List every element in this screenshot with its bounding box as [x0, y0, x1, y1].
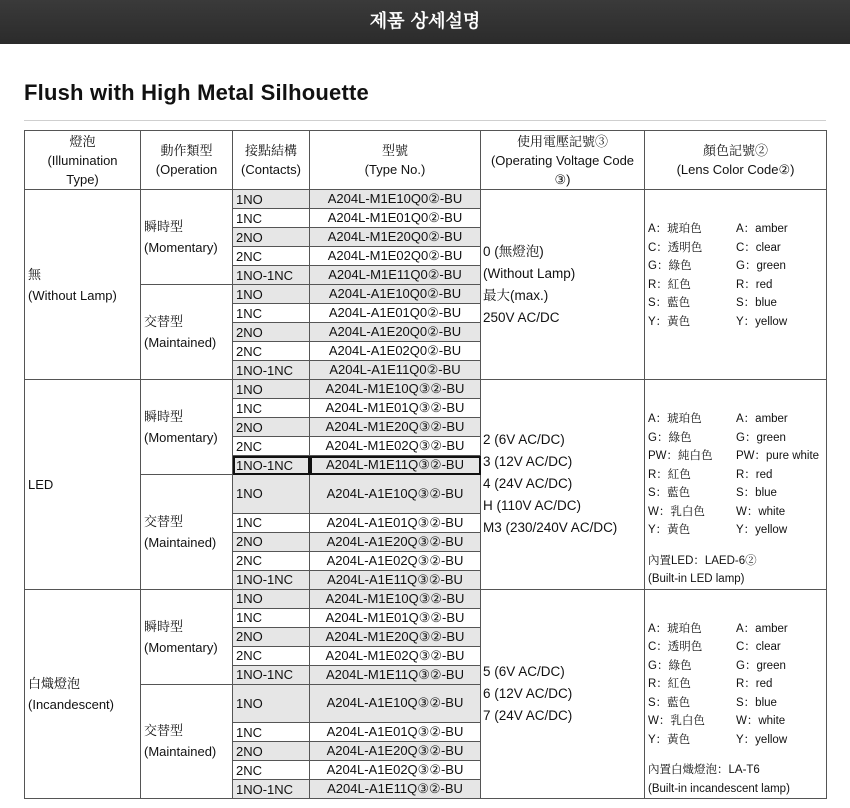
lens-color-cell [645, 380, 827, 590]
contacts-cell: 2NO [233, 418, 310, 437]
model-number-cell: A204L-A1E01Q③②-BU [310, 723, 481, 742]
lamp-type-line: 無 [28, 266, 42, 282]
table-row [25, 589, 827, 608]
lens-color-code-zh: C：透明色 [648, 641, 703, 653]
header-contacts [233, 131, 310, 190]
lens-color-cell [645, 190, 827, 380]
operation-cell [141, 285, 233, 380]
header-contacts-line: 接點結構 [244, 143, 297, 158]
lens-color-row [648, 620, 824, 639]
lens-note-line: 內置白熾燈泡：LA-T6 [648, 764, 760, 776]
lens-color-code-zh: Y：黃色 [648, 733, 691, 746]
operation-cell [141, 190, 233, 285]
model-number-cell: A204L-M1E01Q③②-BU [310, 608, 481, 627]
lens-color-code-en: Y：yellow [736, 524, 788, 536]
operation-line: 交替型 [144, 314, 184, 329]
lens-color-code-zh: C：透明色 [648, 241, 703, 254]
lens-color-code-en: G：green [736, 431, 786, 444]
contacts-cell: 2NC [233, 761, 310, 780]
voltage-line: H (110V AC/DC) [483, 498, 582, 514]
lens-color-row [648, 294, 824, 313]
lens-color-row [648, 521, 824, 540]
model-number-cell: A204L-A1E11Q③②-BU [310, 780, 481, 799]
model-number-cell: A204L-M1E10Q③②-BU [310, 589, 481, 608]
voltage-line: 2 (6V AC/DC) [483, 432, 565, 448]
operation-cell [141, 475, 233, 590]
contacts-cell: 2NC [233, 247, 310, 266]
lens-note [648, 552, 824, 589]
operation-line: 瞬時型 [144, 219, 184, 234]
lens-color-row [648, 466, 824, 485]
contacts-cell: 1NC [233, 399, 310, 418]
operation-cell [141, 684, 233, 799]
header-voltage-line: 使用電壓記號③ [516, 133, 608, 149]
lamp-type-cell [25, 190, 141, 380]
lens-color-code-zh: S：藍色 [648, 297, 691, 309]
voltage-line: 3 (12V AC/DC) [483, 454, 573, 470]
lens-color-row [648, 657, 824, 676]
lens-color-row [648, 429, 824, 448]
lens-color-code-en: S：blue [736, 297, 777, 309]
lens-color-code-en: Y：yellow [736, 733, 788, 746]
header-lamp-line: Type) [66, 171, 99, 187]
contacts-cell: 1NO [233, 475, 310, 514]
lens-color-code-zh: R：紅色 [648, 278, 691, 291]
spec-table [24, 130, 827, 799]
lens-color-code-zh: A：琥珀色 [648, 622, 702, 635]
lens-color-code-en: W：white [736, 505, 786, 518]
lens-color-code-en: G：green [736, 260, 786, 272]
lens-color-code-zh: W：乳白色 [648, 505, 705, 518]
lamp-type-line: 白熾燈泡 [28, 675, 81, 691]
voltage-line: 4 (24V AC/DC) [483, 476, 573, 492]
header-voltage [481, 131, 645, 190]
voltage-line: M3 (230/240V AC/DC) [483, 520, 618, 536]
model-number-cell: A204L-M1E01Q③②-BU [310, 399, 481, 418]
lens-color-row [648, 731, 824, 750]
lens-color-code-en: A：amber [736, 622, 788, 635]
lens-color-code-en: C：clear [736, 641, 781, 653]
lens-color-code-en: G：green [736, 659, 786, 672]
model-number-cell: A204L-A1E20Q0②-BU [310, 323, 481, 342]
contacts-cell: 1NO [233, 190, 310, 209]
section-title: Flush with High Metal Silhouette [24, 80, 369, 105]
operation-line: (Maintained) [144, 744, 217, 760]
lens-color-row [648, 257, 824, 276]
model-number-cell: A204L-M1E10Q③②-BU [310, 380, 481, 399]
voltage-line: 6 (12V AC/DC) [483, 685, 573, 701]
model-number-cell: A204L-A1E11Q0②-BU [310, 361, 481, 380]
model-number-cell: A204L-M1E11Q③②-BU [310, 456, 481, 475]
lens-color-code-zh: R：紅色 [648, 678, 691, 690]
contacts-cell: 1NO [233, 285, 310, 304]
lens-color-code-zh: Y：黃色 [648, 524, 691, 536]
contacts-cell: 1NO-1NC [233, 456, 310, 475]
lens-note-line: (Built-in LED lamp) [648, 573, 745, 585]
header-model-line: (Type No.) [364, 162, 426, 177]
banner-title: 제품 상세설명 [369, 11, 481, 32]
lens-color-code-en: PW：pure white [736, 450, 820, 462]
lamp-type-cell [25, 589, 141, 799]
lens-color-code-zh: S：藍色 [648, 696, 691, 709]
lens-color-row [648, 410, 824, 429]
operation-cell [141, 589, 233, 684]
contacts-cell: 1NO [233, 380, 310, 399]
header-voltage-line: (Operating Voltage Code [490, 152, 635, 168]
lens-color-code-zh: A：琥珀色 [648, 223, 702, 235]
contacts-cell: 1NO-1NC [233, 665, 310, 684]
lens-color-row [648, 276, 824, 295]
lamp-type-line: (Incandescent) [28, 696, 114, 712]
lens-color-code-zh: G：綠色 [648, 431, 692, 444]
model-number-cell: A204L-A1E10Q0②-BU [310, 285, 481, 304]
contacts-cell: 1NC [233, 304, 310, 323]
contacts-cell: 2NC [233, 437, 310, 456]
header-lamp [25, 131, 141, 190]
contacts-cell: 1NO-1NC [233, 361, 310, 380]
lens-note [648, 761, 824, 798]
lens-color-row [648, 447, 824, 466]
lens-color-code-en: A：amber [736, 413, 788, 425]
model-number-cell: A204L-M1E10Q0②-BU [310, 190, 481, 209]
header-model-line: 型號 [381, 143, 408, 158]
lamp-type-cell [25, 380, 141, 590]
lens-color-cell [645, 589, 827, 799]
model-number-cell: A204L-A1E01Q0②-BU [310, 304, 481, 323]
header-operation-line: (Operation [155, 162, 218, 177]
model-number-cell: A204L-A1E02Q③②-BU [310, 761, 481, 780]
header-lamp-line: 燈泡 [69, 133, 96, 149]
voltage-line: 7 (24V AC/DC) [483, 707, 573, 723]
operation-line: 交替型 [144, 723, 184, 739]
lens-color-code-en: W：white [736, 715, 786, 727]
contacts-cell: 1NC [233, 513, 310, 532]
lens-color-code-en: S：blue [736, 487, 777, 499]
contacts-cell: 2NC [233, 342, 310, 361]
lens-color-row [648, 220, 824, 239]
header-lens [645, 131, 827, 190]
lens-color-code-en: Y：yellow [736, 315, 788, 328]
lens-color-code-zh: G：綠色 [648, 659, 692, 672]
voltage-cell [481, 380, 645, 590]
lens-color-code-en: A：amber [736, 223, 788, 235]
lens-color-code-zh: A：琥珀色 [648, 413, 702, 425]
operation-line: (Momentary) [144, 430, 218, 445]
lens-color-code-zh: W：乳白色 [648, 715, 705, 727]
lens-color-row [648, 675, 824, 694]
contacts-cell: 1NC [233, 209, 310, 228]
voltage-cell [481, 190, 645, 380]
header-row [25, 131, 827, 190]
lens-color-code-en: R：red [736, 468, 773, 481]
lens-note-line: (Built-in incandescent lamp) [648, 782, 790, 795]
model-number-cell: A204L-A1E01Q③②-BU [310, 513, 481, 532]
voltage-line: 0 (無燈泡) [483, 243, 544, 259]
lens-color-code-zh: PW：純白色 [648, 450, 713, 462]
contacts-cell: 2NO [233, 323, 310, 342]
contacts-cell: 1NO-1NC [233, 780, 310, 799]
model-number-cell: A204L-M1E11Q0②-BU [310, 266, 481, 285]
lens-note-line: 內置LED：LAED-6② [648, 554, 757, 567]
model-number-cell: A204L-A1E20Q③②-BU [310, 742, 481, 761]
header-lens-line: (Lens Color Code②) [676, 162, 795, 177]
voltage-line: 5 (6V AC/DC) [483, 663, 565, 679]
header-model [310, 131, 481, 190]
model-number-cell: A204L-A1E20Q③②-BU [310, 532, 481, 551]
model-number-cell: A204L-M1E02Q③②-BU [310, 646, 481, 665]
contacts-cell: 2NO [233, 742, 310, 761]
lens-color-row [648, 638, 824, 657]
lens-color-code-zh: S：藍色 [648, 487, 691, 499]
model-number-cell: A204L-M1E20Q③②-BU [310, 418, 481, 437]
model-number-cell: A204L-M1E20Q③②-BU [310, 627, 481, 646]
operation-line: (Momentary) [144, 240, 218, 255]
model-number-cell: A204L-A1E11Q③②-BU [310, 570, 481, 589]
operation-line: 瞬時型 [144, 409, 184, 424]
contacts-cell: 1NO [233, 684, 310, 723]
contacts-cell: 1NO-1NC [233, 570, 310, 589]
header-lens-line: 顏色記號② [702, 143, 768, 158]
lens-color-row [648, 694, 824, 713]
lens-color-row [648, 484, 824, 503]
lens-color-code-en: S：blue [736, 696, 777, 709]
contacts-cell: 2NC [233, 646, 310, 665]
table-row [25, 380, 827, 399]
lens-color-code-en: R：red [736, 278, 773, 291]
contacts-cell: 1NC [233, 608, 310, 627]
operation-line: 交替型 [144, 513, 184, 529]
lamp-type-line: LED [28, 476, 54, 492]
header-contacts-line: (Contacts) [241, 162, 301, 177]
operation-line: (Momentary) [144, 639, 218, 655]
model-number-cell: A204L-M1E02Q③②-BU [310, 437, 481, 456]
contacts-cell: 1NO [233, 589, 310, 608]
operation-cell [141, 380, 233, 475]
contacts-cell: 2NO [233, 627, 310, 646]
lens-color-row [648, 239, 824, 258]
model-number-cell: A204L-M1E02Q0②-BU [310, 247, 481, 266]
model-number-cell: A204L-M1E01Q0②-BU [310, 209, 481, 228]
header-voltage-line: ③) [554, 171, 571, 187]
spec-table-body [25, 190, 827, 799]
lamp-type-line: (Without Lamp) [28, 287, 117, 303]
lens-color-code-zh: Y：黃色 [648, 315, 691, 328]
section-divider [24, 120, 826, 121]
operation-line: 瞬時型 [144, 618, 184, 634]
operation-line: (Maintained) [144, 534, 217, 550]
model-number-cell: A204L-A1E10Q③②-BU [310, 684, 481, 723]
model-number-cell: A204L-M1E20Q0②-BU [310, 228, 481, 247]
header-lamp-line: (Illumination [47, 152, 118, 168]
lens-color-code-en: R：red [736, 678, 773, 690]
header-operation-line: 動作類型 [160, 143, 213, 158]
model-number-cell: A204L-M1E11Q③②-BU [310, 665, 481, 684]
lens-color-code-zh: G：綠色 [648, 260, 692, 272]
voltage-line: 250V AC/DC [483, 309, 560, 325]
lens-color-code-en: C：clear [736, 241, 781, 254]
page-banner [0, 0, 850, 44]
header-operation [141, 131, 233, 190]
model-number-cell: A204L-A1E02Q0②-BU [310, 342, 481, 361]
voltage-cell [481, 589, 645, 799]
table-row [25, 190, 827, 209]
voltage-line: 最大(max.) [483, 287, 549, 303]
contacts-cell: 1NO-1NC [233, 266, 310, 285]
contacts-cell: 2NC [233, 551, 310, 570]
lens-color-row [648, 313, 824, 332]
operation-line: (Maintained) [144, 335, 217, 350]
lens-color-row [648, 503, 824, 522]
model-number-cell: A204L-A1E02Q③②-BU [310, 551, 481, 570]
lens-color-code-zh: R：紅色 [648, 468, 691, 481]
contacts-cell: 2NO [233, 228, 310, 247]
lens-color-row [648, 712, 824, 731]
voltage-line: (Without Lamp) [483, 265, 576, 281]
model-number-cell: A204L-A1E10Q③②-BU [310, 475, 481, 514]
contacts-cell: 2NO [233, 532, 310, 551]
contacts-cell: 1NC [233, 723, 310, 742]
